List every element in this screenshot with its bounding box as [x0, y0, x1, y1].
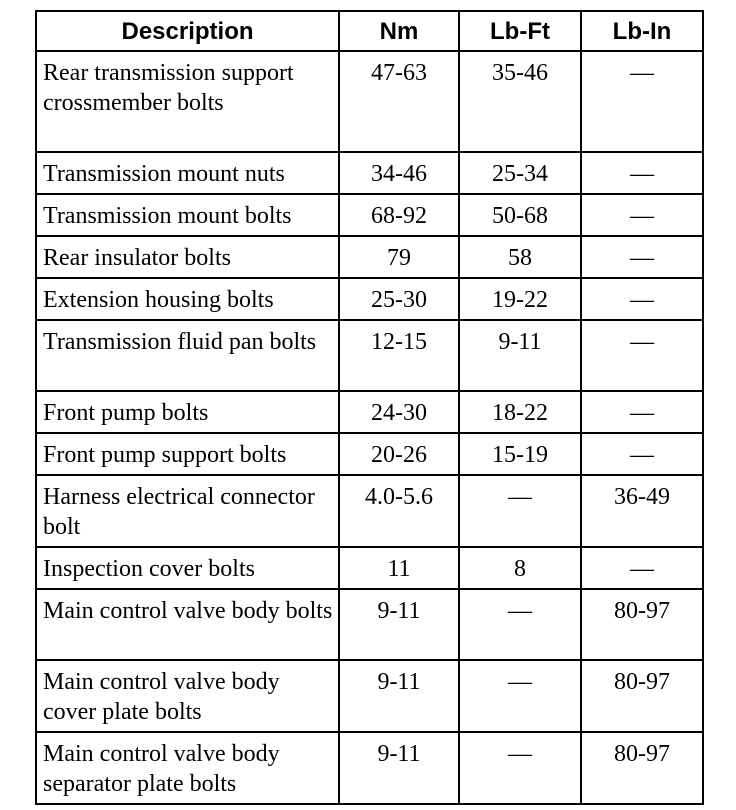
cell-lbft: 25-34 [459, 152, 581, 194]
header-lbin: Lb-In [581, 11, 703, 51]
cell-lbin: — [581, 547, 703, 589]
cell-lbft: — [459, 732, 581, 804]
cell-lbft: 8 [459, 547, 581, 589]
cell-lbft: 15-19 [459, 433, 581, 475]
cell-description: Main control valve body separator plate bolts [36, 732, 339, 804]
table-row [36, 51, 703, 152]
table-row [36, 278, 703, 320]
table-row [36, 547, 703, 589]
cell-lbin: — [581, 391, 703, 433]
torque-specifications-table [35, 10, 704, 805]
table-row [36, 320, 703, 391]
cell-lbft: 9-11 [459, 320, 581, 391]
header-description: Description [36, 11, 339, 51]
cell-description: Rear insulator bolts [36, 236, 339, 278]
cell-description: Transmission mount bolts [36, 194, 339, 236]
cell-nm: 20-26 [339, 433, 459, 475]
header-lbft: Lb-Ft [459, 11, 581, 51]
cell-lbin: — [581, 236, 703, 278]
table-row [36, 732, 703, 804]
cell-lbin: 36-49 [581, 475, 703, 547]
table-row [36, 391, 703, 433]
cell-lbin: — [581, 194, 703, 236]
table-body [36, 51, 703, 804]
cell-lbft: 35-46 [459, 51, 581, 152]
cell-nm: 12-15 [339, 320, 459, 391]
cell-description: Main control valve body cover plate bolts [36, 660, 339, 732]
table-row [36, 152, 703, 194]
cell-description: Harness electrical connector bolt [36, 475, 339, 547]
header-nm: Nm [339, 11, 459, 51]
cell-description: Extension housing bolts [36, 278, 339, 320]
table-row [36, 475, 703, 547]
cell-lbft: 58 [459, 236, 581, 278]
header-row [36, 11, 703, 51]
cell-lbin: — [581, 433, 703, 475]
table-row [36, 660, 703, 732]
cell-nm: 9-11 [339, 732, 459, 804]
cell-lbin: — [581, 152, 703, 194]
cell-description: Front pump support bolts [36, 433, 339, 475]
cell-lbft: — [459, 475, 581, 547]
cell-lbin: — [581, 320, 703, 391]
cell-nm: 25-30 [339, 278, 459, 320]
cell-description: Inspection cover bolts [36, 547, 339, 589]
cell-nm: 9-11 [339, 660, 459, 732]
table-row [36, 236, 703, 278]
cell-nm: 9-11 [339, 589, 459, 660]
cell-nm: 4.0-5.6 [339, 475, 459, 547]
cell-description: Front pump bolts [36, 391, 339, 433]
table-row [36, 589, 703, 660]
cell-lbft: 18-22 [459, 391, 581, 433]
cell-nm: 24-30 [339, 391, 459, 433]
cell-nm: 79 [339, 236, 459, 278]
cell-description: Rear transmission support crossmember bolts [36, 51, 339, 152]
cell-lbft: 50-68 [459, 194, 581, 236]
cell-lbin: 80-97 [581, 660, 703, 732]
cell-lbft: — [459, 589, 581, 660]
cell-lbft: 19-22 [459, 278, 581, 320]
cell-description: Transmission fluid pan bolts [36, 320, 339, 391]
table-row [36, 433, 703, 475]
cell-lbin: — [581, 51, 703, 152]
table-row [36, 194, 703, 236]
cell-nm: 34-46 [339, 152, 459, 194]
cell-lbin: 80-97 [581, 589, 703, 660]
cell-lbft: — [459, 660, 581, 732]
cell-description: Main control valve body bolts [36, 589, 339, 660]
cell-nm: 47-63 [339, 51, 459, 152]
cell-nm: 68-92 [339, 194, 459, 236]
cell-description: Transmission mount nuts [36, 152, 339, 194]
cell-nm: 11 [339, 547, 459, 589]
cell-lbin: 80-97 [581, 732, 703, 804]
cell-lbin: — [581, 278, 703, 320]
